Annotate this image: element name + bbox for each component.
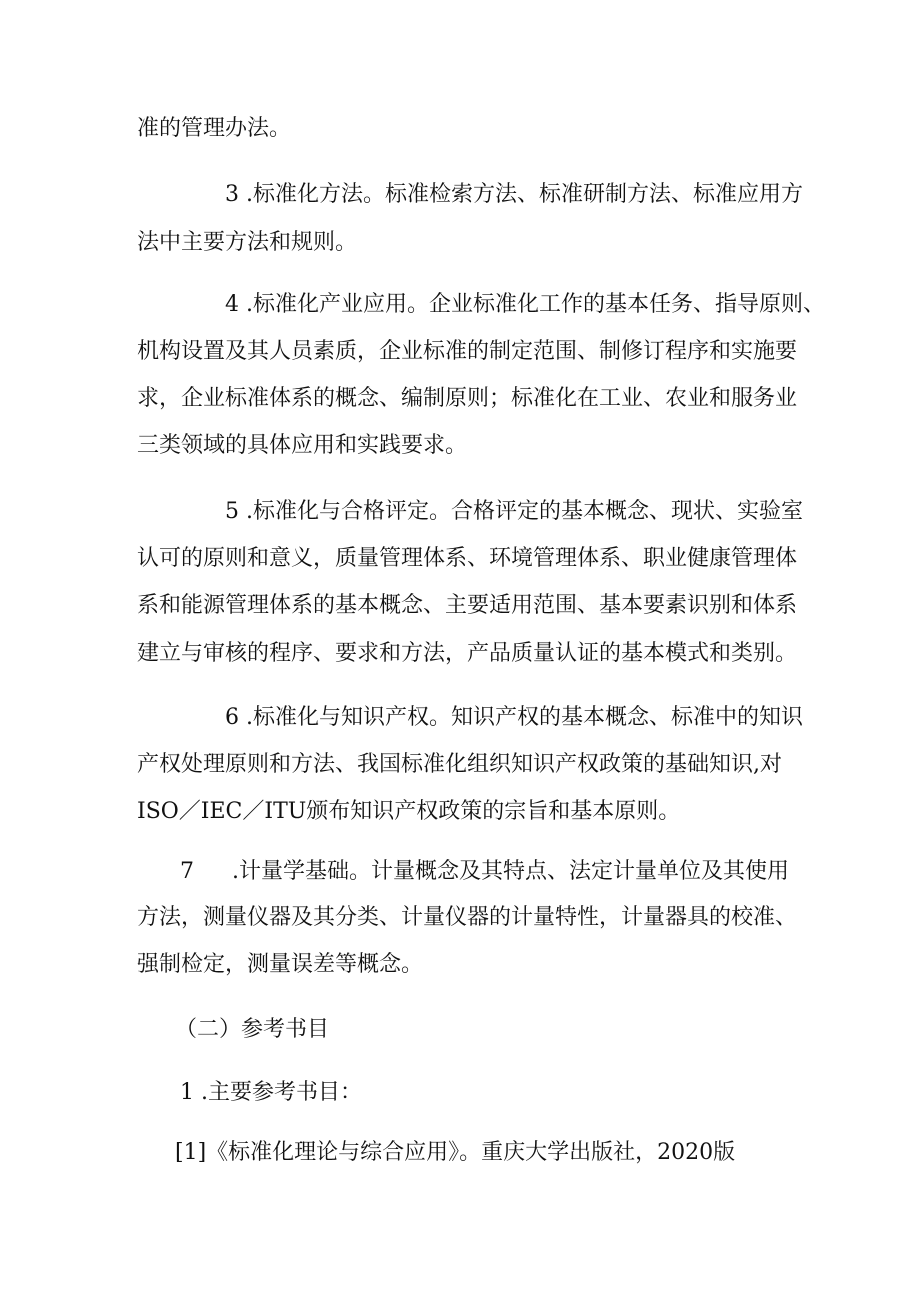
subheading: 1 .主要参考书目： [180,1080,362,1105]
text-line: 建立与审核的程序、要求和方法，产品质量认证的基本模式和类别。 [137,641,798,666]
paragraph-7-first-line: .计量学基础。计量概念及其特点、法定计量单位及其使用 [232,859,789,884]
paragraph-5-first-line: 5 .标准化与合格评定。合格评定的基本概念、现状、实验室 [225,499,803,524]
paragraph-6-first-line: 6 .标准化与知识产权。知识产权的基本概念、标准中的知识 [225,705,803,730]
paragraph-7-number: 7 [180,859,194,884]
text-line: 系和能源管理体系的基本概念、主要适用范围、基本要素识别和体系 [137,593,798,618]
text-line: 产权处理原则和方法、我国标准化组织知识产权政策的基础知识,对 [137,752,782,777]
paragraph-4-first-line: 4 .标准化产业应用。企业标准化工作的基本任务、指导原则、 [225,292,825,317]
text-line: 准的管理办法。 [137,116,292,141]
text-line: 方法，测量仪器及其分类、计量仪器的计量特性，计量器具的校准、 [137,905,798,930]
section-heading: （二）参考书目 [175,1017,330,1042]
text-line: 求，企业标准体系的概念、编制原则；标准化在工业、农业和服务业 [137,386,798,411]
text-line: 机构设置及其人员素质，企业标准的制定范围、制修订程序和实施要 [137,339,798,364]
text-line: 三类领域的具体应用和实践要求。 [137,433,468,458]
paragraph-3-first-line: 3 .标准化方法。标准检索方法、标准研制方法、标准应用方 [225,182,803,207]
text-line: 法中主要方法和规则。 [137,230,358,255]
reference-item: [1]《标准化理论与综合应用》。重庆大学出版社，2020版 [175,1140,736,1165]
text-line: 认可的原则和意义，质量管理体系、环境管理体系、职业健康管理体 [137,546,798,571]
text-line: 强制检定，测量误差等概念。 [137,952,424,977]
text-line: ISO／IEC／ITU颁布知识产权政策的宗旨和基本原则。 [137,799,681,824]
